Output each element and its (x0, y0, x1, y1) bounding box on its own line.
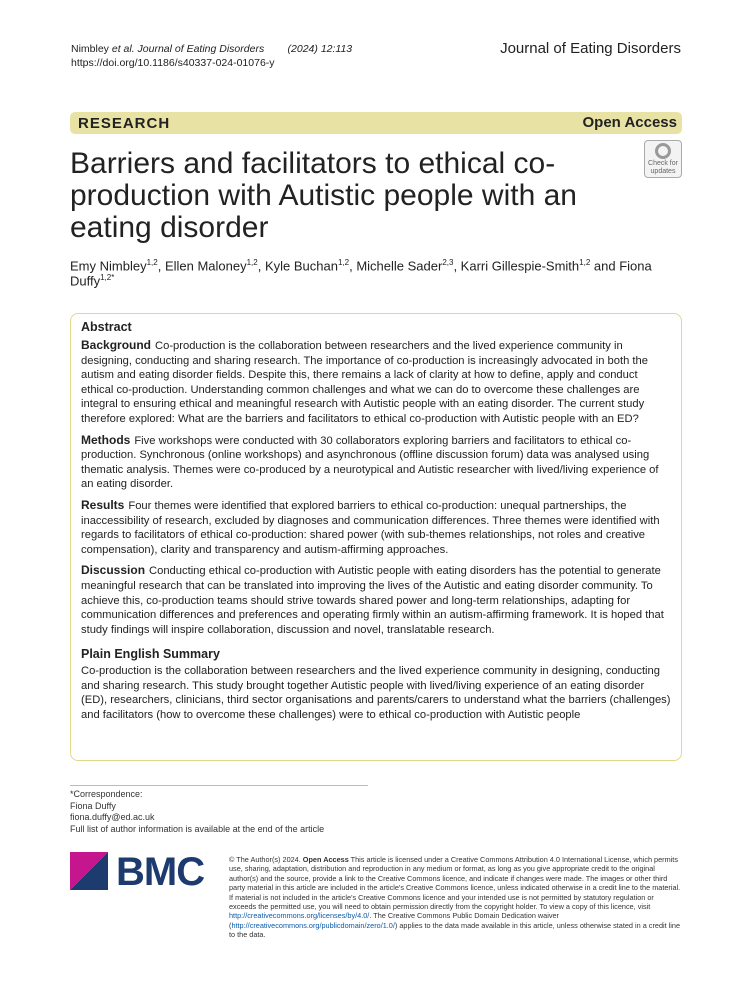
author-affiliation: 1,2 (337, 258, 350, 267)
abstract-box (70, 313, 682, 761)
check-for-updates-badge[interactable] (644, 140, 682, 178)
article-title: Barriers and facilitators to ethical co-production with Autistic people with an eating disorder (70, 147, 577, 244)
badge-line2: updates (650, 168, 676, 175)
correspondence-label: *Correspondence: (70, 789, 143, 799)
author-affiliation: 1,2 (579, 258, 591, 267)
bmc-logo-text: BMC (116, 850, 205, 894)
open-access-label: Open Access (582, 114, 677, 131)
methods-text: Five workshops were conducted with 30 collaborators exploring barriers and facilitators to ethical co-production. Synchronous (online workshops) and asynchronous (offline discussion forum) data was analysed using thematic analysis. Themes were co-produced by a neurotypical and Autistic researcher with lived/living experience of an eating disorder. (81, 434, 659, 491)
author-name[interactable]: Kyle Buchan (264, 258, 338, 274)
background-text: Co-production is the collaboration between researchers and the lived experience community in designing, conducting and sharing research. The importance of co-production is increasingly advocated in both the autism and eating disorder fields. Despite this, there remains a lack of clarity at how to define, apply and conduct ethical co-production. Understanding common challenges and what we can do to overcome these challenges are integral to ensuring ethical and meaningful research with Autistic people with an eating disorder. The current study therefore explored: What are the barriers and facilitators to ethical co-production with Autistic people with an ED? (81, 340, 648, 425)
section-banner (70, 112, 682, 134)
license-body-2: . The Creative Commons Public Domain Dedication waiver ( (229, 911, 559, 930)
discussion-label: Discussion (81, 563, 146, 578)
author-name[interactable]: Emy Nimbley (70, 258, 147, 274)
journal-name: Journal of Eating Disorders (500, 40, 681, 57)
section-label: RESEARCH (78, 115, 171, 132)
discussion-paragraph (81, 563, 671, 637)
author-name[interactable]: Ellen Maloney (164, 258, 247, 274)
background-paragraph (81, 338, 671, 427)
author-affiliation: 1,2 (146, 258, 158, 267)
citation-authors: Nimbley (71, 43, 109, 55)
citation-etal: et al. (111, 43, 135, 55)
background-label: Background (81, 338, 152, 352)
check-updates-icon (655, 143, 671, 159)
author-info-note: Full list of author information is available at the end of the article (70, 823, 325, 834)
correspondence-block (70, 789, 324, 835)
running-header (71, 42, 352, 70)
plain-summary-text: Co-production is the collaboration between researchers and the lived experience community in designing, conducting and sharing research. This study brought together Autistic people with lived/living experience of an eating disorder (ED), researchers, clinicians, third sector organisations and parents/carers to understand what the barriers (challenges) and facilitators (how to overcome these challenges) were to ethical co-production with Autistic people (81, 665, 671, 722)
correspondence-name: Fiona Duffy (70, 800, 116, 811)
author-affiliation: 2,3 (442, 258, 454, 267)
author-name[interactable]: Michelle Sader (356, 258, 443, 274)
author-name[interactable]: Fiona Duffy (70, 258, 652, 289)
abstract-heading: Abstract (81, 320, 132, 334)
methods-label: Methods (81, 432, 131, 447)
methods-paragraph (81, 433, 671, 492)
results-label: Results (81, 497, 125, 512)
license-body-3: ) applies to the data made available in this article, unless otherwise stated in a credit line to the data. (229, 920, 681, 940)
license-open-access: Open Access (302, 855, 349, 864)
bmc-logo-icon (70, 852, 108, 890)
badge-line1: Check for (648, 160, 678, 167)
footnote-divider (70, 785, 368, 786)
cc-zero-link[interactable]: http://creativecommons.org/publicdomain/zero/1.0/ (231, 920, 395, 930)
author-list: Emy Nimbley$^{1,2}$, Ellen Maloney$^{1,2}$, Kyle Buchan$^{1,2}$, Michelle Sader$^{2,3}$, Karri Gillespie-Smith$^{1,2}$ and Fiona Duffy$^{1,2*}$ (70, 258, 652, 289)
cc-by-link[interactable]: http://creativecommons.org/licenses/by/4.0/ (229, 911, 370, 921)
correspondence-email[interactable]: fiona.duffy@ed.ac.uk (70, 812, 155, 822)
copyright-notice: © The Author(s) 2024. (229, 855, 301, 864)
author-affiliation: 1,2 (246, 258, 258, 267)
citation-volume: (2024) 12:113 (287, 43, 353, 55)
discussion-text: Conducting ethical co-production with Autistic people with eating disorders has the potential to generate meaningful research that can be translated into improving the lives of the Autistic and eating disorder community. To achieve this, co-production teams should strive towards shared power and long-term relationships, adapting for communication differences and preferences and operating firmly within an autism-affirming framework. It is hoped that study findings will inspire collaboration, discussion and novel, translatable research. (81, 565, 664, 636)
doi-link[interactable]: https://doi.org/10.1186/s40337-024-01076-y (71, 57, 275, 69)
license-text (229, 855, 683, 940)
author-affiliation: 1,2* (100, 273, 115, 283)
results-text: Four themes were identified that explored barriers to ethical co-production: unequal partnerships, the inaccessibility of research, excluded by diagnoses and communication differences. Three themes were identified with regards to facilitators of ethical co-production: shared power (with sub-themes relationships, not roles and creative compensation), clarity and transparency and autism-affirming approaches. (81, 499, 660, 556)
plain-summary-heading: Plain English Summary (81, 647, 220, 662)
results-paragraph (81, 498, 671, 557)
bmc-logo[interactable] (70, 852, 210, 892)
license-body: This article is licensed under a Creative Commons Attribution 4.0 International License, which permits use, sharing, adaptation, distribution and reproduction in any medium or format, as long as you give appropriate credit to the original author(s) and the source, provide a link to the Creative Commons licence, and indicate if changes were made. The images or other third party material in this article are included in the article's Creative Commons licence, unless indicated otherwise in a credit line to the material. If material is not included in the article's Creative Commons licence and your intended use is not permitted by statutory regulation or exceeds the permitted use, you will need to obtain permission directly from the copyright holder. To view a copy of this licence, visit (229, 855, 681, 912)
citation-journal: Journal of Eating Disorders (137, 43, 265, 55)
author-name[interactable]: Karri Gillespie-Smith (460, 258, 580, 274)
